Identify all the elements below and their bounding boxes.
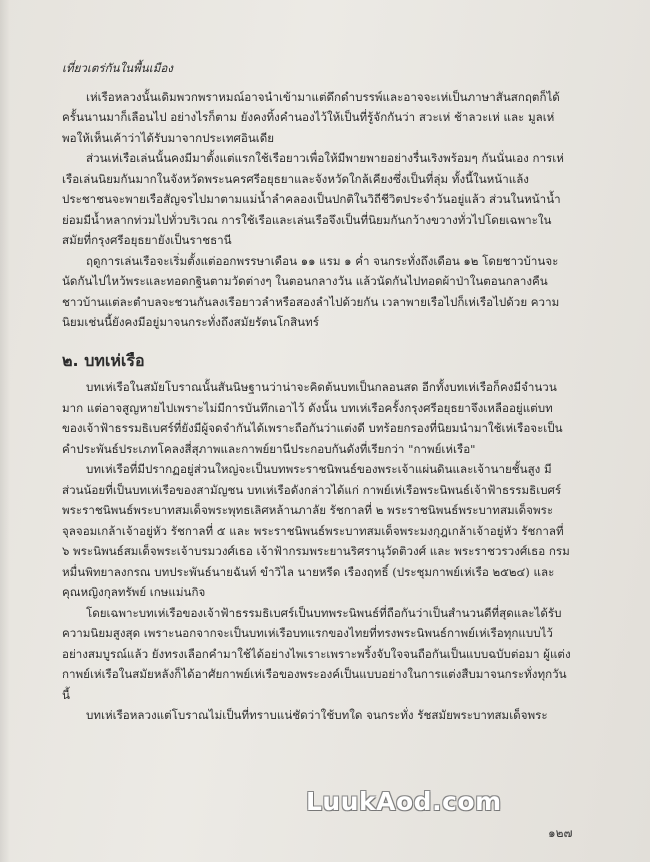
section2-paragraph-3: โดยเฉพาะบทเห่เรือของเจ้าฟ้าธรรมธิเบศร์เป็นบทพระนิพนธ์ที่ถือกันว่าเป็นสำนวนดีที่สุดและได้รับความนิยมสูงสุด เพราะนอกจากจะเป็นบทเห่เรือบทแรกของไทยที่ทรงพระนิพนธ์กาพย์เห่เรือทุกแบบไว้อย่างสมบูรณ์แล้ว ยังทรงเลือกคำมาใช้ได้อย่างไพเราะเพราะพริ้งจับใจจนถือกันเป็นแบบฉบับต่อมา ผู้แต่งกาพย์เห่เรือในสมัยหลังก็ได้อาศัยกาพย์เห่เรือของพระองค์เป็นแบบอย่างในการแต่งสืบมาจนกระทั่งทุกวันนี้ bbox=[62, 605, 571, 702]
section2-heading: ๒. บทเห่เรือ bbox=[62, 350, 145, 370]
section1-title-line: เที่ยวเตร่กันในพื้นเมือง bbox=[62, 61, 173, 75]
page-body bbox=[62, 58, 572, 726]
page-number: ๑๒๗ bbox=[548, 826, 573, 840]
section1-paragraph-1: เห่เรือหลวงนั้นเดิมพวกพราหมณ์อาจนำเข้ามาแต่ดึกดำบรรพ์และอาจจะเห่เป็นภาษาสันสกฤตก็ได้ ครั้นนานมาก็เลือนไป อย่างไรก็ตาม ยังคงทิ้งคำนองไว้ให้เป็นที่รู้จักกันว่า สวะเห่ ช้าลวะเห่ และ มูลเห่ พอให้เห็นเค้าว่าได้รับมาจากประเทศอินเดีย bbox=[62, 89, 564, 145]
page-binding-shadow bbox=[0, 0, 10, 862]
section2-paragraph-2: บทเห่เรือที่มีปรากฏอยู่ส่วนใหญ่จะเป็นบทพระราชนิพนธ์ของพระเจ้าแผ่นดินและเจ้านายชั้นสูง มีส่วนน้อยที่เป็นบทเห่เรือของสามัญชน บทเห่เรือดังกล่าวได้แก่ กาพย์เห่เรือพระนิพนธ์เจ้าฟ้าธรรมธิเบศร์ พระราชนิพนธ์พระบาทสมเด็จพระพุทธเลิศหล้านภาลัย รัชกาลที่ ๒ พระราชนิพนธ์พระบาทสมเด็จพระจุลจอมเกล้าเจ้าอยู่หัว รัชกาลที่ ๕ และ พระราชนิพนธ์พระบาทสมเด็จพระมงกุฎเกล้าเจ้าอยู่หัว รัชกาลที่ ๖ พระนิพนธ์สมเด็จพระเจ้าบรมวงศ์เธอ เจ้าฟ้ากรมพระยานริศรานุวัดติวงศ์ และ พระราชวรวงศ์เธอ กรมหมื่นพิทยาลงกรณ บทประพันธ์นายฉันท์ ขำวิไล นายหรีด เรืองฤทธิ์ (ประชุมกาพย์เห่เรือ ๒๕๒๔) และ คุณหญิงกุลทรัพย์ เกษแม่นกิจ bbox=[62, 462, 570, 599]
section2-paragraph-4: บทเห่เรือหลวงแต่โบราณไม่เป็นที่ทราบแน่ชัดว่าใช้บทใด จนกระทั่ง รัชสมัยพระบาทสมเด็จพระ bbox=[86, 708, 548, 722]
site-watermark: LuukAod.com bbox=[306, 787, 502, 816]
section1-paragraph-3: ฤดูการเล่นเรือจะเริ่มตั้งแต่ออกพรรษาเดือน ๑๑ แรม ๑ ค่ำ จนกระทั่งถึงเดือน ๑๒ โดยชาวบ้านจะนัดกันไปไหว้พระและทอดกฐินตามวัดต่างๆ ในตอนกลางวัน แล้วนัดกันไปทอดผ้าป่าในตอนกลางคืน ชาวบ้านแต่ละตำบลจะชวนกันลงเรือยาวลำหรือสองลำไปด้วยกัน เวลาพายเรือไปก็เห่เรือไปด้วย ความนิยมเช่นนี้ยังคงมีอยู่มาจนกระทั่งถึงสมัยรัตนโกสินทร์ bbox=[62, 253, 560, 329]
section1-paragraph-2: ส่วนเห่เรือเล่นนั้นคงมีมาตั้งแต่แรกใช้เรือยาวเพื่อให้มีพายพายอย่างรื่นเริงพร้อมๆ กันนั่นเอง การเห่เรือเล่นนิยมกันมากในจังหวัดพระนครศรีอยุธยาและจังหวัดใกล้เคียงซึ่งเป็นที่ลุ่ม ทั้งนี้ในหน้าแล้งประชาชนจะพายเรือสัญจรไปมาตามแม่น้ำลำคลองเป็นปกติในวิถีชีวิตประจำวันอยู่แล้ว ส่วนในหน้าน้ำย่อมมีน้ำหลากท่วมไปทั่วบริเวณ การใช้เรือและเล่นเรือจึงเป็นที่นิยมกันกว้างขวางทั่วไปโดยเฉพาะในสมัยที่กรุงศรีอยุธยายังเป็นราชธานี bbox=[62, 151, 564, 247]
section2-paragraph-1: บทเห่เรือในสมัยโบราณนั้นสันนิษฐานว่าน่าจะคิดต้นบทเป็นกลอนสด อีกทั้งบทเห่เรือก็คงมีจำนวนมาก แต่อาจสูญหายไปเพราะไม่มีการบันทึกเอาไว้ ดังนั้น บทเห่เรือครั้งกรุงศรีอยุธยาจึงเหลืออยู่แต่บทของเจ้าฟ้าธรรมธิเบศร์ที่ยังมีผู้จดจำกันได้เพราะถือกันว่าแต่งดี บทร้อยกรองที่นิยมนำมาใช้เห่เรือจะเป็นคำประพันธ์ประเภทโคลงสี่สุภาพและกาพย์ยานีประกอบกันดังที่เรียกว่า "กาพย์เห่เรือ" bbox=[62, 380, 563, 456]
